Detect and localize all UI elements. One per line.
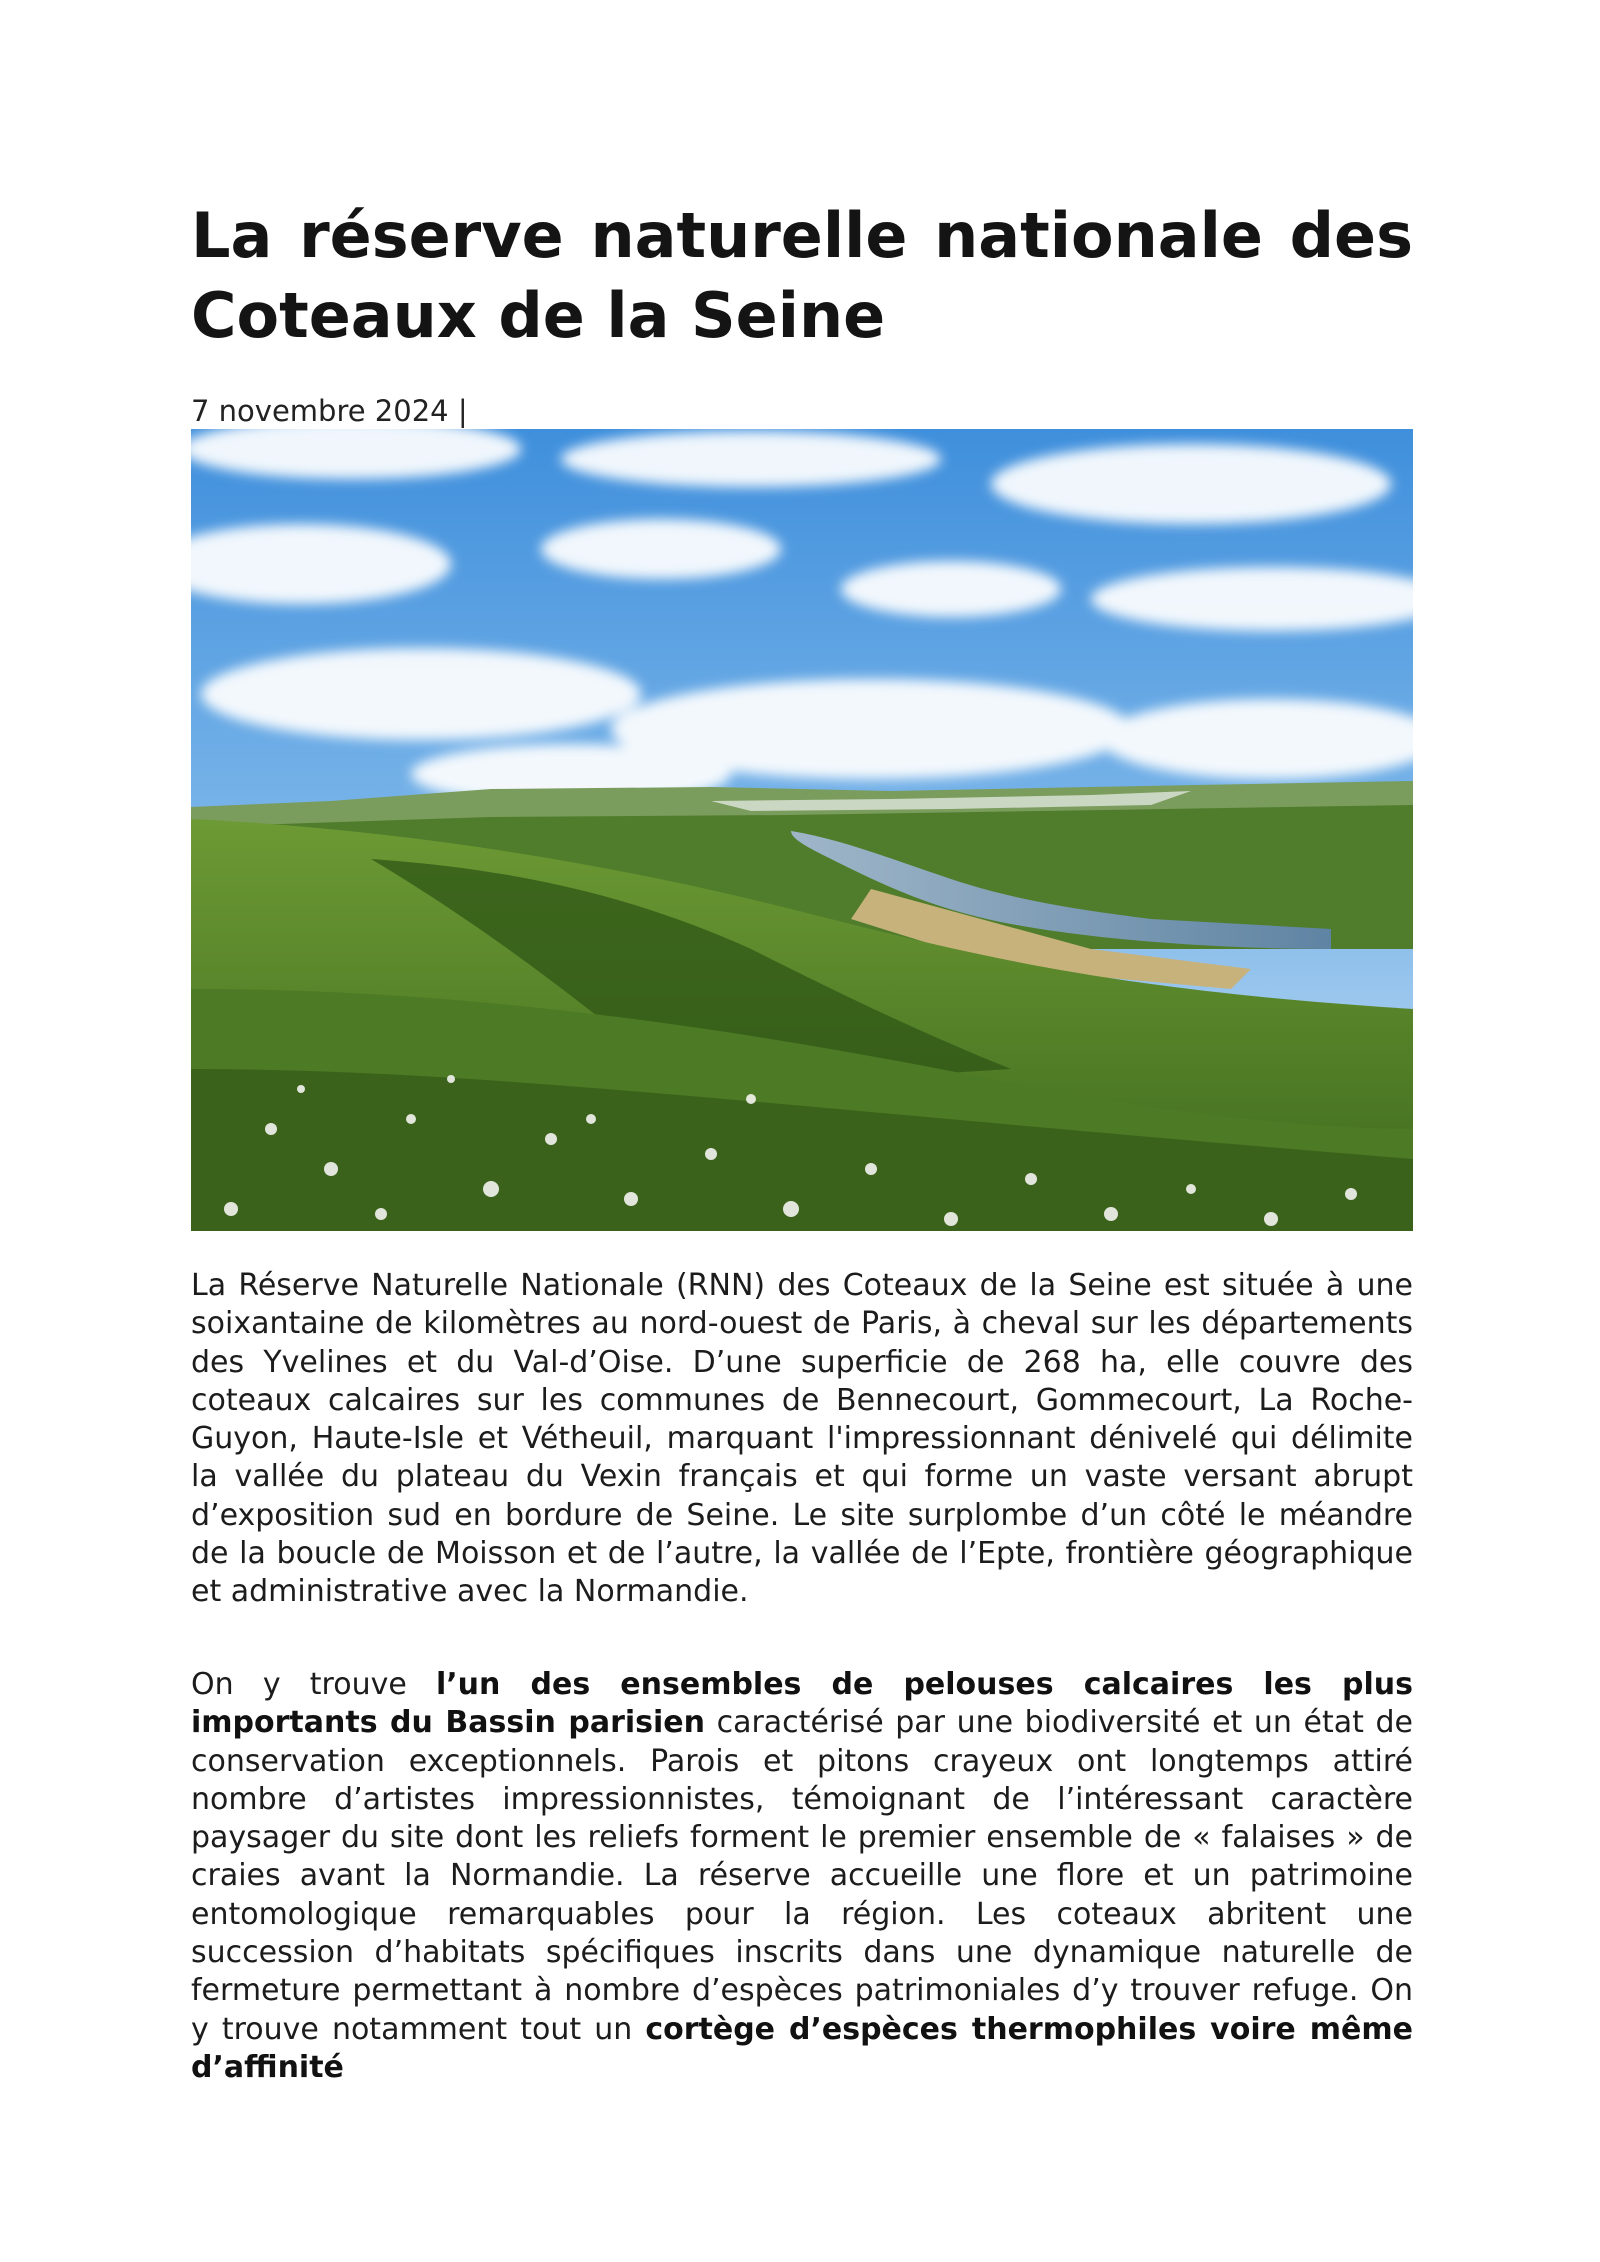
- landscape-photo: [191, 429, 1413, 1231]
- paragraph-2-text: caractérisé par une biodiversité et un état de conservation exceptionnels. Parois et pitons crayeux ont longtemps attiré nombre d’artistes impressionnistes, témoignant de l’intéressant caractère paysager du site dont les reliefs forment le premier ensemble de « falaises » de craies avant la Normandie. La réserve accueille une flore et un patrimoine entomologique remarquables pour la région. Les coteaux abritent une succession d’habitats spécifiques inscrits dans une dynamique naturelle de fermeture permettant à nombre d’espèces patrimoniales d’y trouver refuge. On y trouve notamment tout un: [191, 1705, 1413, 2047]
- body-paragraph-1: La Réserve Naturelle Nationale (RNN) des Coteaux de la Seine est située à une soixantaine de kilomètres au nord-ouest de Paris, à cheval sur les départements des Yvelines et du Val-d’Oise. D’une superficie de 268 ha, elle couvre des coteaux calcaires sur les communes de Bennecourt, Gommecourt, La Roche-Guyon, Haute-Isle et Vétheuil, marquant l'impressionnant dénivelé qui délimite la vallée du plateau du Vexin français et qui forme un vaste versant abrupt d’exposition sud en bordure de Seine. Le site surplombe d’un côté le méandre de la boucle de Moisson et de l’autre, la vallée de l’Epte, frontière géographique et administrative avec la Normandie.: [191, 1268, 1413, 1610]
- paragraph-2-highlight-1: l’un des ensembles de pelouses calcaires les plus importants du Bassin parisien: [191, 1667, 1413, 1741]
- paragraph-2-lead: On y trouve: [191, 1667, 436, 1702]
- body-paragraph-2: [191, 1666, 1413, 2110]
- publication-date: 7 novembre 2024 |: [191, 394, 468, 428]
- page-title: La réserve naturelle nationale des Coteaux de la Seine: [191, 199, 1413, 352]
- paragraph-2-highlight-2: cortège d’espèces thermophiles voire même d’affinité: [191, 2011, 1413, 2085]
